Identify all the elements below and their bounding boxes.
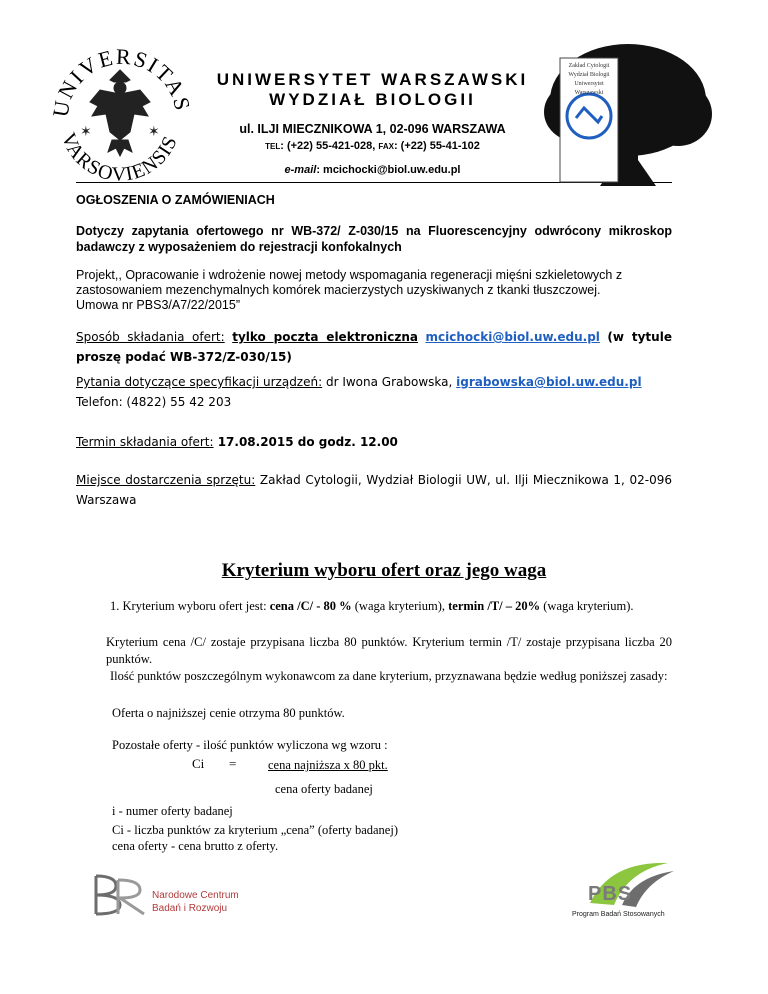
university-name: UNIWERSYTET WARSZAWSKI — [216, 70, 529, 89]
university-seal — [50, 40, 190, 190]
deadline-label: Termin składania ofert: — [76, 435, 214, 449]
delivery-value: Zakład Cytologii, Wydział Biologii UW, ul. Ilji Miecznikowa 1, 02-096 Warszawa — [76, 473, 673, 507]
project: Projekt,, Opracowanie i wdrożenie nowej metody wspomagania regeneracji mięśni szkieletowych z zastosowaniem mezenchymalnych komórek macierzystych uzyskiwanych z tkanki tłuszczowej. Umowa nr PBS3/A7/22/2015” — [76, 268, 623, 312]
seal-text-top: UNIVERSITA — [50, 43, 190, 119]
submission-note: (w tytule proszę podać WB-372/Z-030/15) — [76, 330, 672, 364]
criteria-para-3: Ilość punktów poszczególnym wykonawcom za dane kryterium, przyznawana będzie według poniższej zasady: — [110, 669, 668, 683]
submission-method: tylko poczta elektroniczna — [232, 330, 418, 344]
email-label: e-mail — [284, 164, 317, 176]
header-email — [210, 164, 535, 176]
questions-label: Pytania dotyczące specyfikacji urządzeń: — [76, 375, 323, 389]
ncbr-line-1: Narodowe Centrum — [152, 890, 239, 901]
seal-text-bottom: VARSOVIENSIS — [56, 129, 182, 186]
questions-phone: Telefon: (4822) 55 42 203 — [76, 395, 232, 409]
questions — [76, 372, 672, 412]
email-value: : mcichocki@biol.uw.edu.pl — [316, 164, 461, 176]
delivery — [76, 470, 672, 510]
criteria-title: Kryterium wyboru ofert oraz jego waga — [221, 560, 547, 581]
subject: Dotyczy zapytania ofertowego nr WB-372/ Z-030/15 na Fluorescencyjny odwrócony mikroskop badawczy z wyposażeniem do rejestracji konfokalnych — [76, 224, 672, 254]
fax-value: : (+22) 55-41-102 — [393, 140, 480, 152]
svg-text:✶: ✶ — [80, 125, 92, 140]
criteria-item-1 — [110, 598, 672, 615]
item1-price: cena /C/ - 80 % — [269, 599, 352, 613]
questions-email-link[interactable]: igrabowska@biol.uw.edu.pl — [456, 375, 642, 389]
formula-numerator: cena najniższa x 80 pkt. — [268, 758, 388, 772]
pbs-caption: Program Badań Stosowanych — [572, 911, 665, 918]
formula-eq: = — [229, 756, 237, 771]
tel-value: : (+22) 55-421-028, — [280, 140, 379, 152]
formula-denominator: cena oferty badanej — [275, 782, 373, 796]
ncbr-line-2: Badań i Rozwoju — [152, 903, 228, 914]
eagle-icon — [90, 70, 150, 156]
address: ul. ILJI MIECZNIKOWA 1, 02-096 WARSZAWA — [239, 122, 506, 136]
faculty-name: WYDZIAŁ BIOLOGII — [269, 90, 476, 109]
legend-ci: Ci - liczba punktów za kryterium „cena” (oferty badanej) cena oferty - cena brutto z oferty. — [112, 823, 398, 853]
criteria-para-5: Pozostałe oferty - ilość punktów wyliczona wg wzoru : — [112, 738, 388, 752]
criteria-para-2: Kryterium cena /C/ zostaje przypisana liczba 80 punktów. Kryterium termin /T/ zostaje przypisana liczba 20 punktów. — [106, 635, 672, 666]
formula-lhs: Ci — [192, 756, 205, 771]
ncbr-emblem-icon — [96, 876, 144, 914]
fax-label: FAX — [378, 142, 394, 151]
pbs-logo — [570, 855, 710, 925]
svg-text:✶: ✶ — [148, 125, 160, 140]
legend-i: i - numer oferty badanej — [112, 804, 233, 818]
questions-person: dr Iwona Grabowska, — [322, 375, 457, 389]
delivery-label: Miejsce dostarczenia sprzętu: — [76, 473, 256, 487]
tree-logo — [538, 40, 718, 190]
tree-logo-text: Zakład Cytologii Wydział Biologii Uniwersytet Warszawski — [568, 63, 610, 96]
submission-email-link[interactable]: mcichocki@biol.uw.edu.pl — [425, 330, 600, 344]
criteria-para-4: Oferta o najniższej cenie otrzyma 80 punktów. — [112, 706, 345, 720]
submission — [76, 327, 672, 367]
deadline-value: 17.08.2015 do godz. 12.00 — [213, 435, 398, 449]
pbs-logo-text: PBS — [588, 883, 633, 905]
phone-fax — [210, 140, 535, 152]
deadline — [76, 432, 672, 452]
item1-term: termin /T/ – 20% — [448, 599, 541, 613]
item1-text-a: 1. Kryterium wyboru ofert jest: — [110, 599, 270, 613]
submission-label: Sposób składania ofert: — [76, 330, 225, 344]
item1-text-c: (waga kryterium). — [540, 599, 634, 613]
tel-label: TEL — [265, 142, 281, 151]
ncbr-logo — [90, 870, 250, 920]
section-title: OGŁOSZENIA O ZAMÓWIENIACH — [76, 193, 275, 207]
item1-text-b: (waga kryterium), — [351, 599, 449, 613]
